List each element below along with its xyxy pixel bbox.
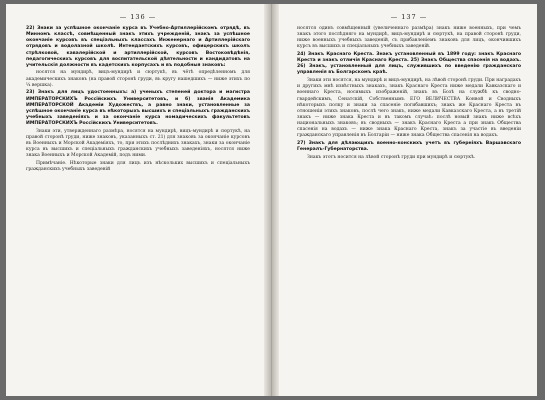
left-paragraph-1: 22) Знаки за успѣшное окончаніе курса въ Учебно-Артиллерійскомъ отрядѣ, въ Минномъ классѣ, совмѣщенный знакъ этихъ учрежденій, знакъ за успѣшное окончаніе курсовъ въ спеціальныхъ классахъ Инженернаго и Артиллерійскаго отрядовъ и водолазной школѣ. Интендантскихъ курсовъ, офицерскихъ школъ стрѣлковой, кавалерійской и артиллерійской, курсовъ Востоковѣдѣнія, педагогическихъ курсовъ для воспитательской дѣятельности и кандидатовъ на учительскія должности въ кадетскихъ корпусахъ и въ подобныя знаковъ: [26, 26, 250, 68]
right-page-number: — 137 — [390, 13, 428, 21]
right-page [279, 4, 537, 396]
right-paragraph-3: Знаки эти носятся, на мундирѣ и вицъ-мундирѣ, на лѣвой сторонѣ груди. При наградахъ и другихъ мнѣ извѣстныхъ знакахъ, знакъ Краснаго Креста ниже медали Кавказскаго и военнаго Креста, носимыхъ изображеній, знакъ въ Бозѣ на службѣ къ сводно-гвардейскимъ, Сенатскій, Собственнымъ ЕГО ВЕЛИЧЕСТВА Конвой и Сводныхъ нѣкоторыхъ полку и знаки за спасеніе погибавшихъ; знакъ же Краснаго Креста въ отношеніи этихъ знаковъ, послѣ чего знакъ, ниже медали Кавказскаго Креста, а въ третій знакъ — ниже знака Креста и въ такомъ случаѣ: послѣ новый знакъ ниже всѣхъ национальныхъ знаковъ; въ сводныхъ — знакъ Краснаго Креста а при знакъ Общества спасенія на водахъ — ниже знака Краснаго Креста, знакъ за участіе въ введеніи гражданскаго управленія въ Болгаріи — ниже знака Общества спасенія на водахъ. [297, 78, 521, 139]
right-paragraph-5: Знакъ этотъ носится на лѣвой сторонѣ груди при мундирѣ и сюртукѣ. [307, 154, 476, 160]
left-paragraph-4: Знаки эти, утвержденнаго размѣра, носятся на мундирѣ, вицъ-мундирѣ и сюртукѣ, на правой сторонѣ груди, ниже знаковъ, указанныхъ ст. 21) для знаковъ за окончаніе курсовъ въ Военныхъ и Морской Академіяхъ, то, при этихъ послѣднихъ знакахъ, знаки за окончаніе курса въ высшихъ и спеціальныхъ гражданскихъ учебныхъ заведеніяхъ, носятся ниже знака Военныхъ и Морской Академій, подъ ними. [26, 128, 250, 159]
left-page [6, 4, 264, 396]
right-paragraph-2: 24) Знакъ Краснаго Креста. Знакъ установленный въ 1899 году: знакъ Краснаго Креста и знакъ отличія Краснаго Креста. 25) Знакъ Общества спасенія на водахъ. 26) Знакъ, установленный для лицъ, служившихъ по введенію гражданскаго управленія въ Болгарскомъ краѣ. [297, 52, 521, 76]
left-paragraph-2: носятся на мундирѣ, вицъ-мундирѣ и сюртукѣ, въ чётѣ опредѣленномъ для академическихъ знаковъ (на правой сторонѣ груди, въ кругу нашедшихъ — ниже этихъ по ¼ вершка). [26, 70, 250, 88]
book-gutter [264, 4, 279, 396]
left-paragraph-3: 23) Знакъ для лицъ удостоенныхъ: а) ученыхъ степеней доктора и магистра ИМПЕРАТОРСКИХЪ Россійскихъ Университетовъ, и б) званія Академика ИМПЕРАТОРСКОЙ Академіи Художествъ, а равно знаки, установленные за успѣшное окончаніе курса въ нѣкоторыхъ высшихъ и спеціальныхъ гражданскихъ учебныхъ заведеніяхъ и за окончаніе курса номадическихъ факультетовъ ИМПЕРАТОРСКИХЪ Россійскихъ Университетовъ. [26, 90, 250, 127]
left-page-number: — 136 — [119, 13, 157, 21]
left-paragraph-5: Примѣчаніе. Нѣкоторые знаки для лицъ изъ нѣскольких высшихъ и спеціальныхъ гражданскихъ учебныхъ заведеній [26, 160, 250, 172]
right-paragraph-1: носятся одинъ совмѣщенный (увеличеннаго размѣра) знакъ ниже военныхъ, при чемъ знакъ этого послѣдняго на мундирѣ, вицъ-мундирѣ и сюртукѣ, на правой сторонѣ груди, ниже военныхъ учебныхъ заведеній, съ прибавленіемъ знаковъ для лицъ, окончившихъ курсъ въ высшихъ и спеціальныхъ учебныхъ заведеній. [297, 26, 521, 50]
right-paragraph-4: 27) Знакъ для дѣлающихъ военно-конскихъ учетъ въ губерніяхъ Варшавскаго Генералъ-Губернаторства. [297, 140, 521, 153]
